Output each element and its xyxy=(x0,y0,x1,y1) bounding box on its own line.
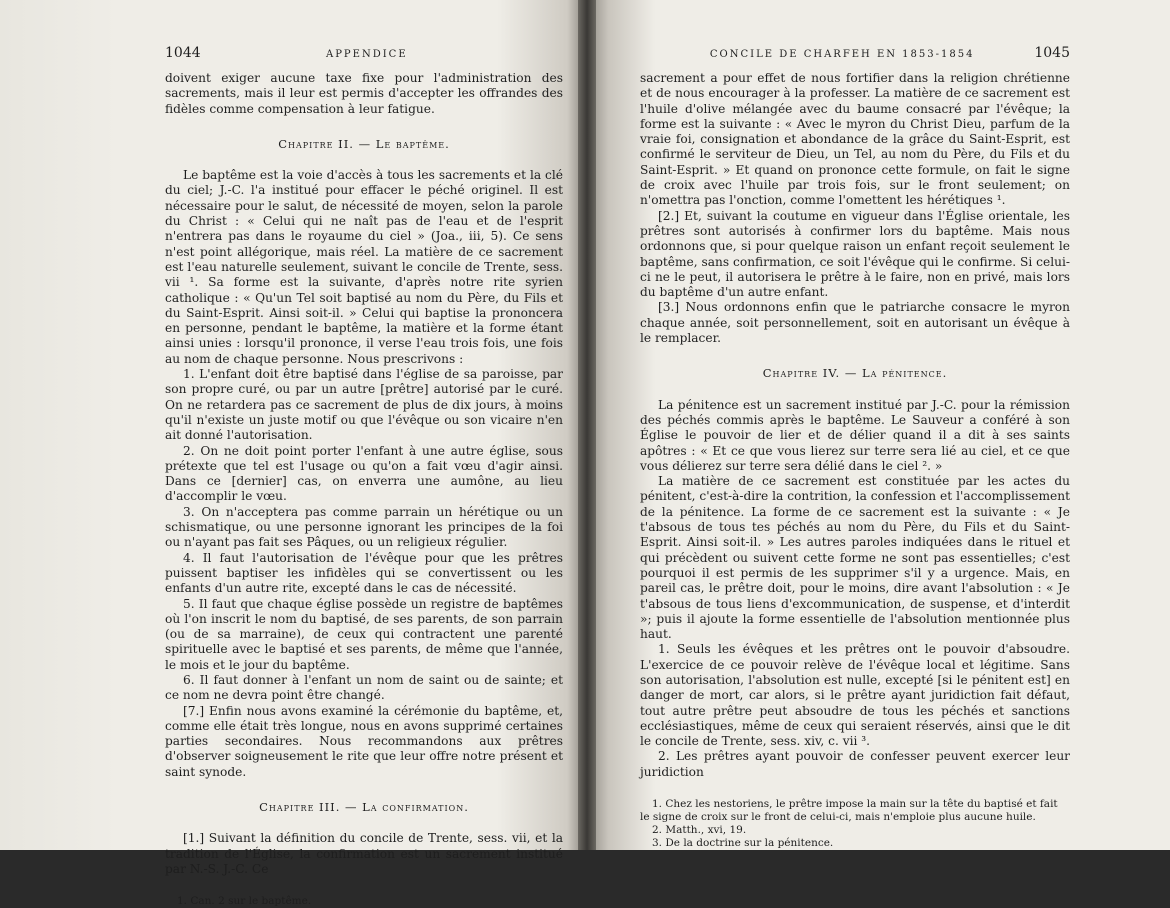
list-item: [7.] Enfin nous avons examiné la cérémonie du baptême, et, comme elle était très longue, nous en avons supprimé certaines parties secondaires. Nous recommandons aux prêtres d'observer soigneusement le rite que leur offre notre présent et saint synode. xyxy=(165,703,563,779)
footnote: 3. De la doctrine sur la pénitence. xyxy=(652,837,834,850)
paragraph: doivent exiger aucune taxe fixe pour l'administration des sacrements, mais il leur est permis d'accepter les offrandes des fidèles comme compensation à leur fatigue. xyxy=(165,71,563,116)
footnotes xyxy=(165,895,563,908)
right-body xyxy=(640,71,1070,780)
book-gutter xyxy=(578,0,596,850)
paragraph: 2. Les prêtres ayant pouvoir de confesser peuvent exercer leur juridiction xyxy=(640,749,1070,779)
right-page xyxy=(585,0,1170,850)
running-title: CONCILE DE CHARFEH EN 1853-1854 xyxy=(709,49,975,60)
list-item: 3. On n'acceptera pas comme parrain un hérétique ou un schismatique, ou une personne ignorant les principes de la foi ou n'ayant pas fait ses Pâques, ou un religieux régulier. xyxy=(165,504,563,550)
right-running-head xyxy=(640,45,1070,71)
left-running-head xyxy=(165,45,563,71)
page-number: 1045 xyxy=(1034,45,1070,61)
list-item: 6. Il faut donner à l'enfant un nom de saint ou de sainte; et ce nom ne devra point être changé. xyxy=(165,672,563,703)
paragraph: sacrement a pour effet de nous fortifier dans la religion chrétienne et de nous encourager à la professer. La matière de ce sacrement est l'huile d'olive mélangée avec du baume consacré par l'évêque; la forme est la suivante : « Avec le myron du Christ Dieu, parfum de la vraie foi, consignation et abondance de la grâce du Saint-Esprit, est confirmé le serviteur de Dieu, un Tel, au nom du Père, du Fils et du Saint-Esprit. » Et quand on prononce cette formule, on fait le signe de croix avec l'huile par trois fois, sur le front seulement; on n'omettra pas l'onction, comme l'omettent les hérétiques ¹. xyxy=(640,71,1070,208)
footnotes xyxy=(640,798,1070,850)
chapter-heading: Chapitre IV. — La pénitence. xyxy=(762,366,948,381)
paragraph: Le baptême est la voie d'accès à tous les sacrements et la clé du ciel; J.-C. l'a institué pour effacer le péché originel. Il est nécessaire pour le salut, de nécessité de moyen, selon la parole du Christ : « Celui qui ne naît pas de l'eau et de l'esprit n'entrera pas dans le royaume du ciel » (Joa., iii, 5). Ce sens n'est point allégorique, mais réel. La matière de ce sacrement est l'eau naturelle seulement, suivant le concile de Trente, sess. vii ¹. Sa forme est la suivante, d'après notre rite syrien catholique : « Qu'un Tel soit baptisé au nom du Père, du Fils et du Saint-Esprit. Ainsi soit-il. » Celui qui baptise la prononcera en personne, pendant le baptême, la matière et la forme étant ainsi unies : lorsqu'il prononce, il verse l'eau trois fois, une fois au nom de chaque personne. Nous prescrivons : xyxy=(165,168,563,366)
paragraph: La matière de ce sacrement est constituée par les actes du pénitent, c'est-à-dire la contrition, la confession et l'accomplissement de la pénitence. La forme de ce sacrement est la suivante : « Je t'absous de tous tes péchés au nom du Père, du Fils et du Saint-Esprit. Ainsi soit-il. » Les autres paroles indiquées dans le rituel et qui précèdent ou suivent cette forme ne sont pas essentielles; c'est pourquoi il est permis de les supprimer s'il y a urgence. Mais, en pareil cas, le prêtre doit, pour le moins, dire avant l'absolution : « Je t'absous de tous liens d'excommunication, de suspense, et d'interdit »; puis il ajoute la forme essentielle de l'absolution mentionnée plus haut. xyxy=(640,474,1070,642)
footnote: 1. Can. 2 sur le baptême. xyxy=(177,895,312,908)
chapter-heading: Chapitre II. — Le baptême. xyxy=(278,136,450,151)
paragraph: La pénitence est un sacrement institué par J.-C. pour la rémission des péchés commis après le baptême. Le Sauveur a conféré à son Église le pouvoir de lier et de délier quand il a dit à ses saints apôtres : « Et ce que vous lierez sur terre sera lié au ciel, et ce que vous délierez sur terre sera délié dans le ciel ². » xyxy=(640,397,1070,473)
paragraph: 1. Seuls les évêques et les prêtres ont le pouvoir d'absoudre. L'exercice de ce pouvoir relève de l'évêque local et légitime. Sans son autorisation, l'absolution est nulle, excepté [si le pénitent est] en danger de mort, car alors, si le prêtre ayant juridiction fait défaut, tout autre prêtre peut absoudre de tous les péchés et sanctions ecclésiastiques, même de ceux qui seraient réservés, ainsi que le dit le concile de Trente, sess. xiv, c. vii ³. xyxy=(640,642,1070,749)
footnote: 1. Chez les nestoriens, le prêtre impose la main sur la tête du baptisé et fait le signe de croix sur le front de celui-ci, mais n'emploie plus aucune huile. xyxy=(640,798,1058,824)
list-item: 1. L'enfant doit être baptisé dans l'église de sa paroisse, par son propre curé, ou par un autre [prêtre] autorisé par le curé. On ne retardera pas ce sacrement de plus de dix jours, à moins qu'il n'existe un juste motif ou que l'évêque ou son vicaire n'en ait donné l'autorisation. xyxy=(165,367,563,443)
list-item: 4. Il faut l'autorisation de l'évêque pour que les prêtres puissent baptiser les infidèles qui se convertissent ou les enfants d'un autre rite, excepté dans le cas de nécessité. xyxy=(165,550,563,596)
footnote: 2. Matth., xvi, 19. xyxy=(652,824,747,837)
paragraph: [3.] Nous ordonnons enfin que le patriarche consacre le myron chaque année, soit personnellement, soit en autorisant un évêque à le remplacer. xyxy=(640,300,1070,346)
list-item: 5. Il faut que chaque église possède un registre de baptêmes où l'on inscrit le nom du baptisé, de ses parents, de son parrain (ou de sa marraine), de ceux qui contractent une parenté spirituelle avec le baptisé et ses parents, de même que l'année, le mois et le jour du baptême. xyxy=(165,596,563,672)
paragraph: [1.] Suivant la définition du concile de Trente, sess. vii, et la tradition de l'Église, la confirmation est un sacrement institué par N.-S. J.-C. Ce xyxy=(165,831,563,876)
list-item: 2. On ne doit point porter l'enfant à une autre église, sous prétexte que tel est l'usage ou qu'on a fait vœu d'agir ainsi. Dans ce [dernier] cas, on enverra une aumône, au lieu d'accomplir le vœu. xyxy=(165,443,563,504)
left-body xyxy=(165,71,563,877)
paragraph: [2.] Et, suivant la coutume en vigueur dans l'Église orientale, les prêtres sont autorisés à confirmer lors du baptême. Mais nous ordonnons que, si pour quelque raison un enfant reçoit seulement le baptême, sans confirmation, ce soit l'évêque qui le confirme. Si celui-ci ne le peut, il autorisera le prêtre à le faire, non en privé, mais lors du baptême d'un autre enfant. xyxy=(640,208,1070,300)
page-number: 1044 xyxy=(165,45,201,61)
running-title: APPENDICE xyxy=(325,49,408,60)
chapter-heading: Chapitre III. — La confirmation. xyxy=(259,800,469,815)
